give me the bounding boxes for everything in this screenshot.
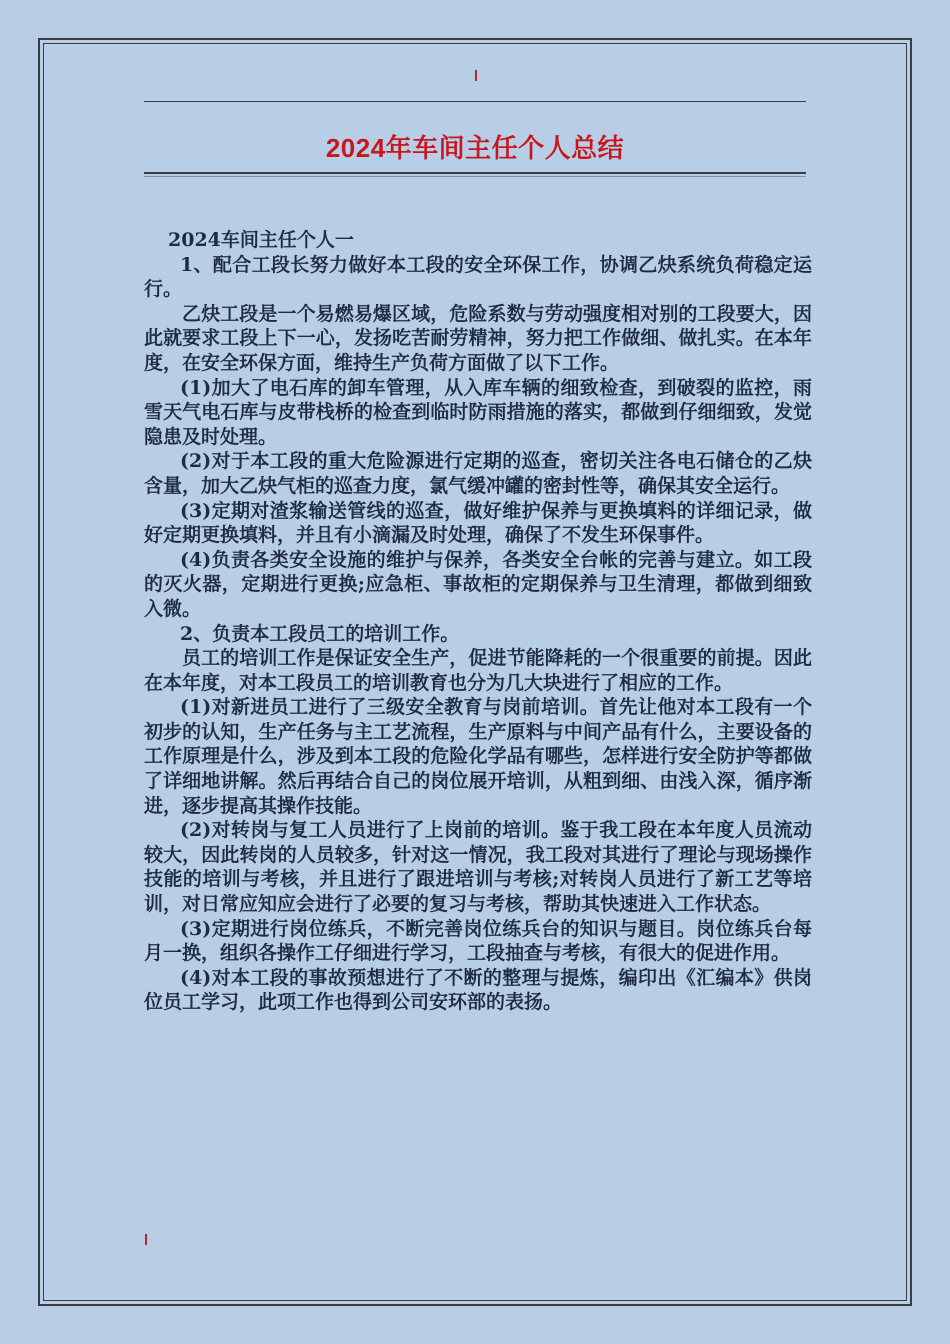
- list-item: (1)对新进员工进行了三级安全教育与岗前培训。首先让他对本工段有一个初步的认知，生产任务与主工艺流程，生产原料与中间产品有什么，主要设备的工作原理是什么，涉及到本工段的危险化学品有哪些，怎样进行安全防护等都做了详细地讲解。然后再结合自己的岗位展开培训，从粗到细、由浅入深，循序渐进，逐步提高其操作技能。: [144, 696, 812, 817]
- header-rule: [144, 101, 806, 102]
- title-rule: [144, 172, 806, 174]
- document-body: [144, 228, 812, 1015]
- section-heading: 2024车间主任个人一: [168, 229, 354, 251]
- title-rule-thin: [144, 176, 806, 177]
- list-item: (4)负责各类安全设施的维护与保养，各类安全台帐的完善与建立。如工段的灭火器，定期进行更换;应急柜、事故柜的定期保养与卫生清理，都做到细致入微。: [144, 548, 812, 620]
- paragraph: 1、配合工段长努力做好本工段的安全环保工作，协调乙炔系统负荷稳定运行。: [144, 253, 812, 301]
- header-marker: [475, 70, 477, 81]
- footer-marker: [145, 1234, 147, 1245]
- document-title: 2024年车间主任个人总结: [325, 133, 625, 163]
- list-item: (3)定期进行岗位练兵，不断完善岗位练兵台的知识与题目。岗位练兵台每月一换，组织各操作工仔细进行学习，工段抽查与考核，有很大的促进作用。: [144, 917, 812, 965]
- list-item: (4)对本工段的事故预想进行了不断的整理与提炼，编印出《汇编本》供岗位员工学习，此项工作也得到公司安环部的表扬。: [144, 966, 812, 1014]
- paragraph: 2、负责本工段员工的培训工作。: [180, 622, 460, 645]
- list-item: (3)定期对渣浆输送管线的巡查，做好维护保养与更换填料的详细记录，做好定期更换填料，并且有小滴漏及时处理，确保了不发生环保事件。: [144, 499, 812, 547]
- paragraph: 乙炔工段是一个易燃易爆区域，危险系数与劳动强度相对别的工段要大，因此就要求工段上下一心，发扬吃苦耐劳精神，努力把工作做细、做扎实。在本年度，在安全环保方面，维持生产负荷方面做了以下工作。: [144, 302, 812, 374]
- list-item: (1)加大了电石库的卸车管理，从入库车辆的细致检查，到破裂的监控，雨雪天气电石库与皮带栈桥的检查到临时防雨措施的落实，都做到仔细细致，发觉隐患及时处理。: [144, 376, 812, 448]
- list-item: (2)对于本工段的重大危险源进行定期的巡查，密切关注各电石储仓的乙炔含量，加大乙炔气柜的巡查力度，氯气缓冲罐的密封性等，确保其安全运行。: [144, 450, 812, 497]
- paragraph: 员工的培训工作是保证安全生产，促进节能降耗的一个很重要的前提。因此在本年度，对本工段员工的培训教育也分为几大块进行了相应的工作。: [144, 647, 812, 694]
- list-item: (2)对转岗与复工人员进行了上岗前的培训。鉴于我工段在本年度人员流动较大，因此转岗的人员较多，针对这一情况，我工段对其进行了理论与现场操作技能的培训与考核，并且进行了跟进培训与考核;对转岗人员进行了新工艺等培训，对日常应知应会进行了必要的复习与考核，帮助其快速进入工作状态。: [144, 819, 812, 916]
